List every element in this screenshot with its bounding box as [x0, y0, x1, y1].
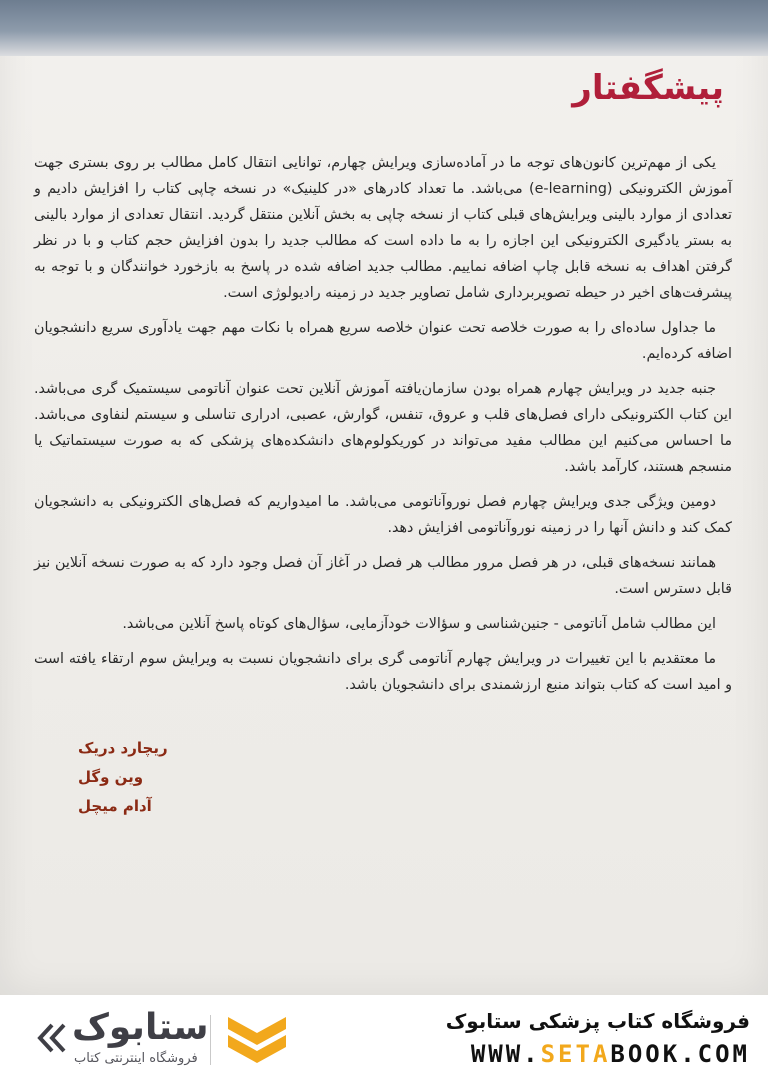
url-highlight: SETA — [540, 1040, 611, 1068]
url-prefix: WWW. — [470, 1040, 541, 1068]
paragraph: این مطالب شامل آناتومی - جنین‌شناسی و سؤالات خودآزمایی، سؤال‌های کوتاه پاسخ آنلاین می‌باشد. — [122, 616, 716, 632]
author-list — [78, 734, 168, 821]
logo-divider — [210, 1015, 211, 1065]
double-chevron-icon — [36, 1021, 70, 1055]
paragraph: ما معتقدیم با این تغییرات در ویرایش چهارم آناتومی گری برای دانشجویان نسبت به ویرایش سوم ارتقاء یافته است و امید است که کتاب بتواند منبع ارزشمندی برای دانشجویان باشد. — [34, 651, 732, 693]
page-title: پیشگفتار — [572, 68, 724, 108]
logo-wordmark: ستابوک — [72, 1007, 209, 1048]
store-name: فروشگاه کتاب پزشکی ستابوک — [445, 1009, 750, 1033]
page-top-shadow — [0, 0, 768, 56]
author-name: ریچارد دریک — [78, 739, 168, 757]
watermark-footer — [0, 995, 768, 1080]
logo-tagline: فروشگاه اینترنتی کتاب — [74, 1051, 198, 1066]
preface-body — [34, 150, 732, 707]
url-suffix: BOOK.COM — [610, 1040, 750, 1068]
paragraph: دومین ویژگی جدی ویرایش چهارم فصل نوروآناتومی می‌باشد. ما امیدواریم که فصل‌های الکترونیکی به دانشجویان کمک کند و دانش آنها را در زمینه نوروآناتومی افزایش دهد. — [34, 494, 732, 536]
author-name: وین وگل — [78, 768, 144, 786]
book-chevron-icon — [224, 1013, 290, 1069]
paragraph: ما جداول ساده‌ای را به صورت خلاصه تحت عنوان خلاصه سریع همراه با نکات مهم جهت یادآوری سریع دانشجویان اضافه کرده‌ایم. — [34, 320, 732, 362]
paragraph: یکی از مهم‌ترین کانون‌های توجه ما در آماده‌سازی ویرایش چهارم، توانایی انتقال کامل مطالب بر روی بستری جهت آموزش الکترونیکی (e-learning) می‌باشد. ما تعداد کادرهای «در کلینیک» در نسخه چاپی کتاب را افزایش دادیم و تعدادی از موارد بالینی ویرایش‌های قبلی کتاب از نسخه چاپی به بخش آنلاین منتقل گردید. انتقال تعدادی از موارد بالینی به بستر یادگیری الکترونیکی این اجازه را به ما داده است که مطالب جدید را بدون افزایش حجم کتاب و با در نظر گرفتن اهداف به نسخه قابل چاپ اضافه نماییم. مطالب جدید اضافه شده در پاسخ به بازخورد خوانندگان و با توجه به پیشرفت‌های اخیر در حیطه تصویربرداری شامل تصاویر جدید در زمینه رادیولوژی است. — [34, 155, 732, 301]
paragraph: همانند نسخه‌های قبلی، در هر فصل مرور مطالب هر فصل در آغاز آن فصل وجود دارد که به صورت نسخه آنلاین نیز قابل دسترس است. — [34, 555, 732, 597]
setabook-logo[interactable] — [28, 1007, 298, 1071]
author-name: آدام میچل — [78, 797, 152, 815]
store-url[interactable] — [471, 1040, 750, 1068]
paragraph: جنبه جدید در ویرایش چهارم همراه بودن سازمان‌یافته آموزش آنلاین تحت عنوان آناتومی سیستمیک گری می‌باشد. این کتاب الکترونیکی دارای فصل‌های قلب و عروق، تنفس، گوارش، عصبی، ادراری تناسلی و سیستم لنفاوی می‌باشد. ما احساس می‌کنیم این مطالب مفید می‌تواند در کوریکولوم‌های دانشکده‌های پزشکی که به صورت سیستماتیک یا منسجم هستند، کارآمد باشد. — [34, 381, 732, 475]
